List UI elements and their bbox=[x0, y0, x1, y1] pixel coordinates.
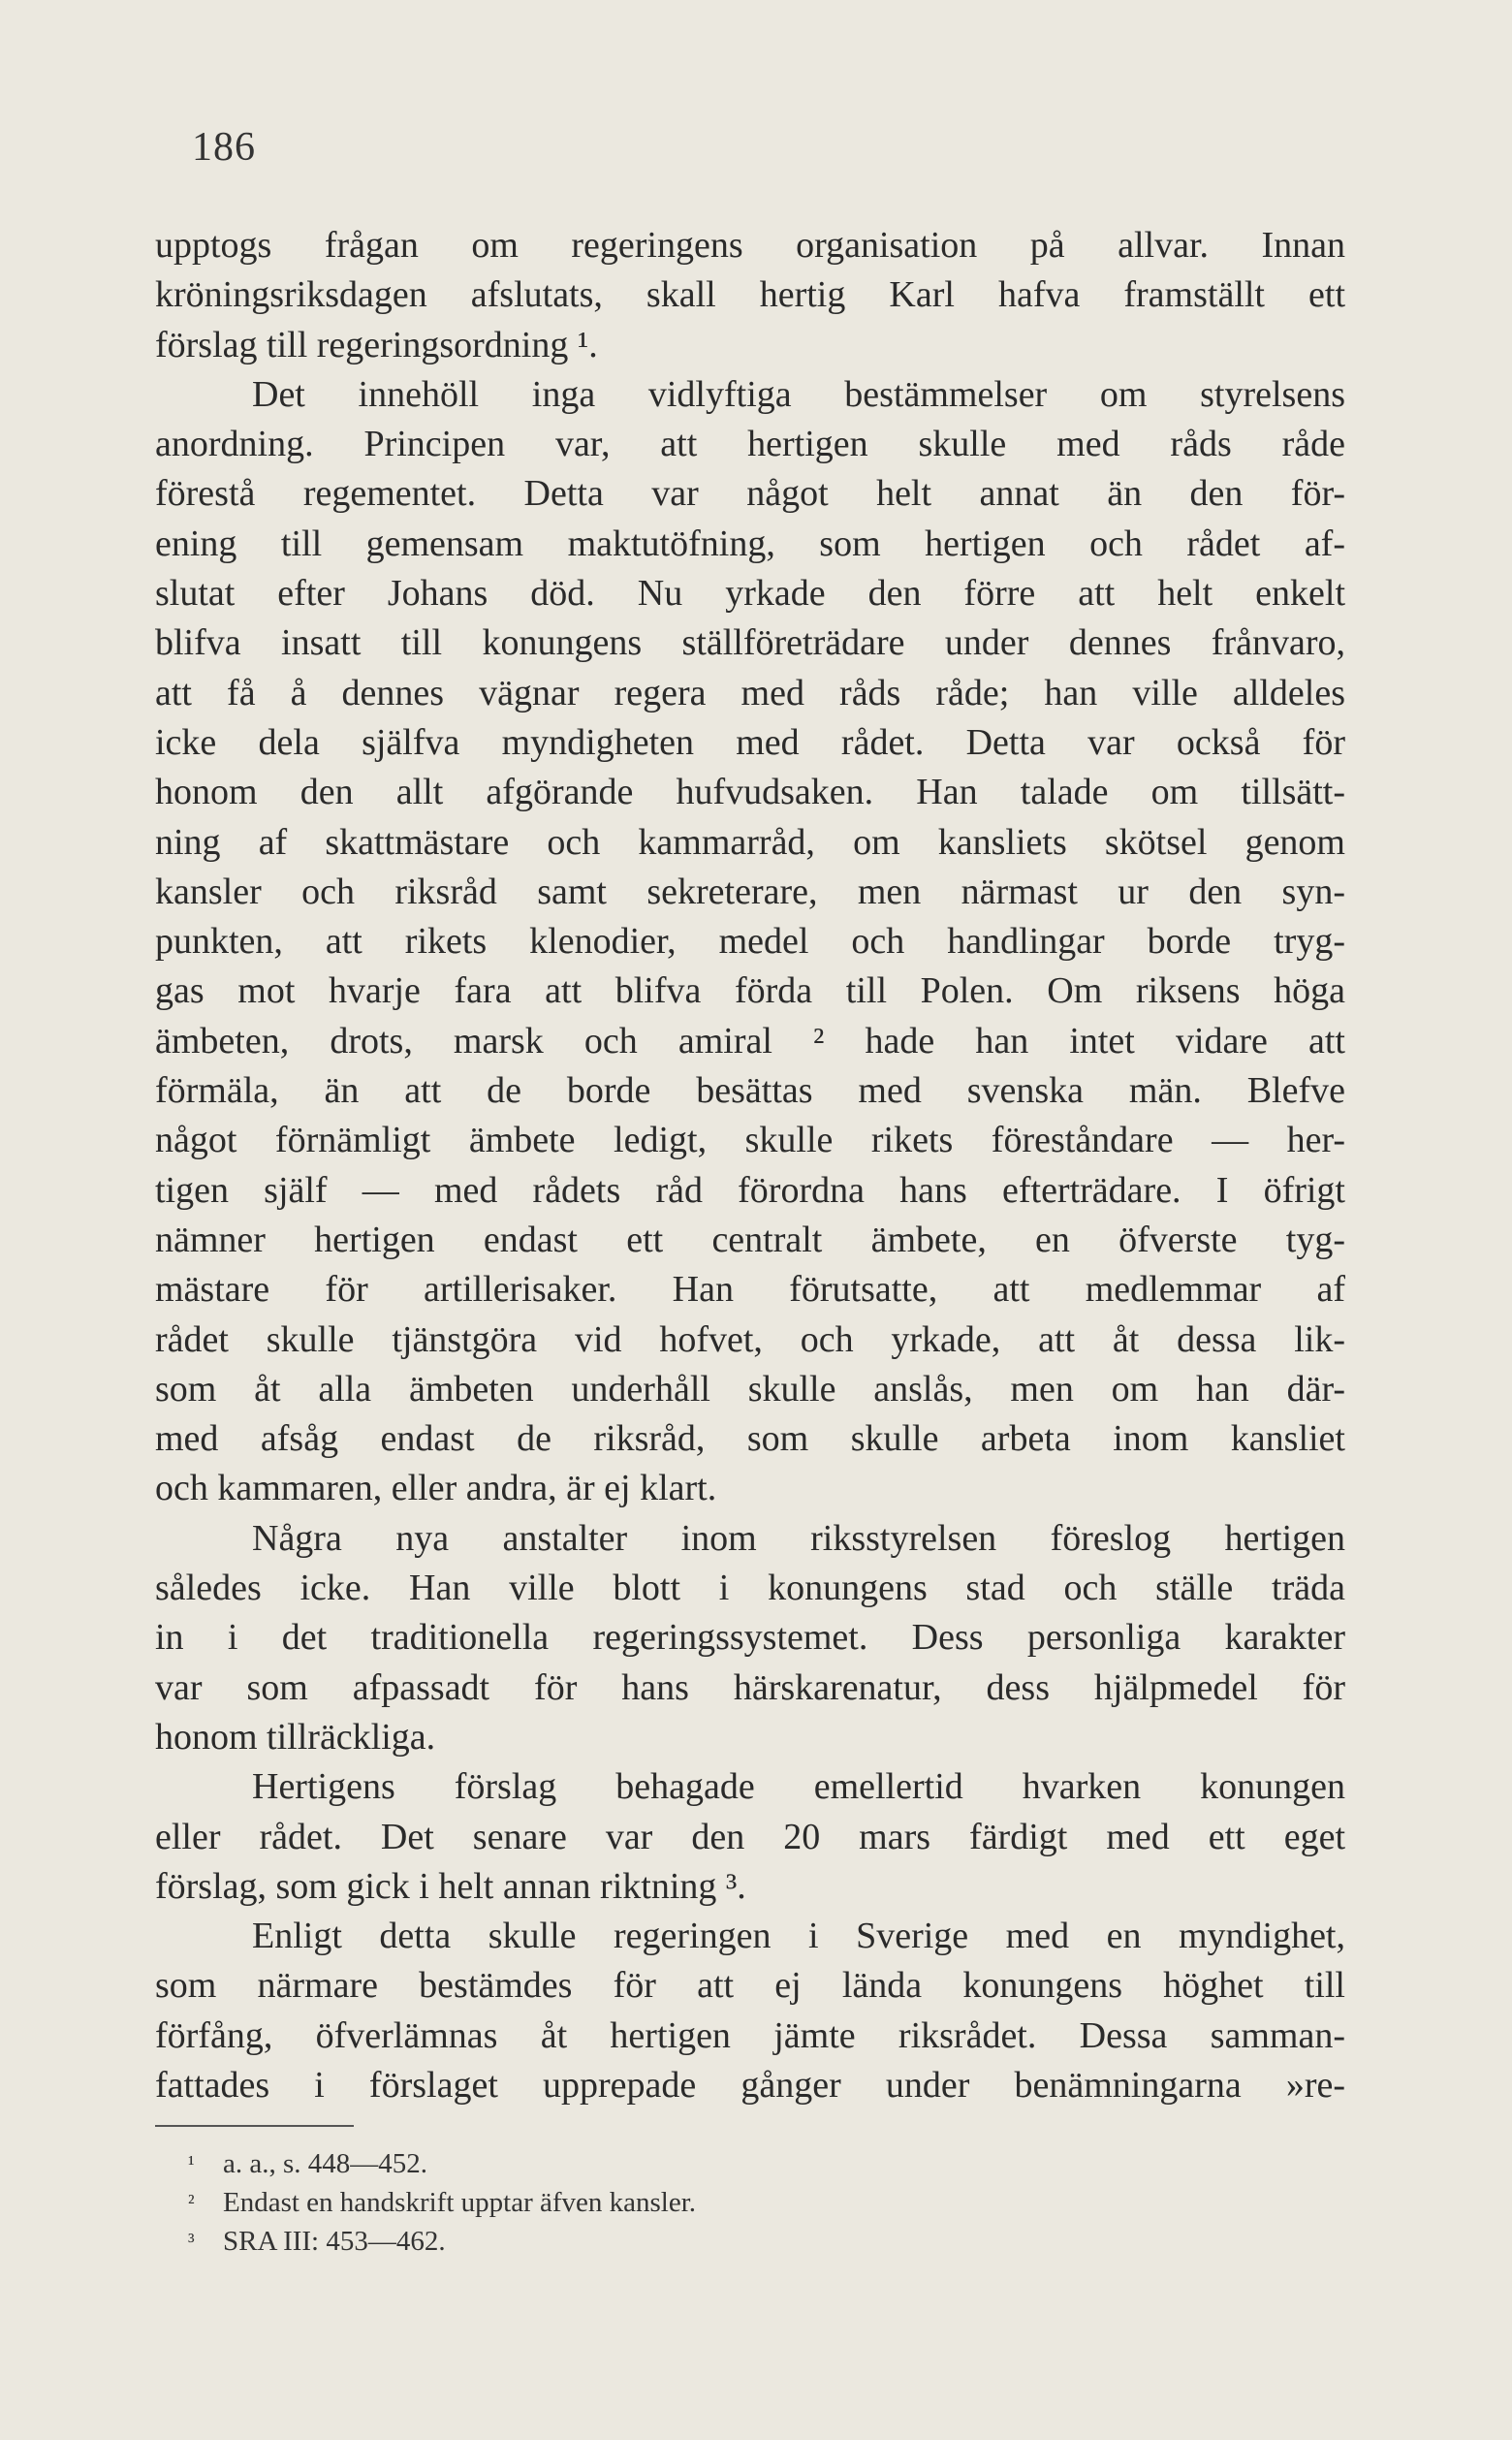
footnote-text: a. a., s. 448—452. bbox=[223, 2148, 428, 2179]
text-line: Några nya anstalter inom riksstyrelsen föreslog hertigen bbox=[252, 1517, 1345, 1559]
text-line: icke dela själfva myndigheten med rådet. Detta var också för bbox=[155, 721, 1345, 763]
text-line: var som afpassadt för hans härskarenatur, dess hjälpmedel för bbox=[155, 1666, 1345, 1708]
footnote bbox=[188, 2183, 1095, 2222]
footnote bbox=[188, 2144, 1095, 2183]
text-line: Det innehöll inga vidlyftiga bestämmelser om styrelsens bbox=[252, 373, 1345, 415]
footnote bbox=[188, 2222, 1095, 2261]
text-line: som åt alla ämbeten underhåll skulle anslås, men om han där- bbox=[155, 1368, 1345, 1410]
text-line: fattades i förslaget upprepade gånger under benämningarna »re- bbox=[155, 2064, 1345, 2106]
text-line: Hertigens förslag behagade emellertid hvarken konungen bbox=[252, 1766, 1345, 1808]
text-line: förslag, som gick i helt annan riktning ³. bbox=[155, 1865, 746, 1907]
text-line: rådet skulle tjänstgöra vid hofvet, och yrkade, att åt dessa lik- bbox=[155, 1318, 1345, 1360]
text-line: således icke. Han ville blott i konungens stad och ställe träda bbox=[155, 1568, 1345, 1609]
text-line: förestå regementet. Detta var något helt annat än den för- bbox=[155, 473, 1345, 515]
footnote-number: ¹ bbox=[188, 2151, 195, 2175]
text-line: förmäla, än att de borde besättas med svenska män. Blefve bbox=[155, 1070, 1345, 1112]
text-line: förfång, öfverlämnas åt hertigen jämte riksrådet. Dessa samman- bbox=[155, 2014, 1345, 2056]
text-line: Enligt detta skulle regeringen i Sverige med en myndighet, bbox=[252, 1916, 1345, 1957]
text-line: tigen själf — med rådets råd förordna hans efterträdare. I öfrigt bbox=[155, 1169, 1345, 1211]
text-line: förslag till regeringsordning ¹. bbox=[155, 324, 598, 365]
text-line: mästare för artillerisaker. Han förutsatte, att medlemmar af bbox=[155, 1269, 1345, 1311]
text-line: honom tillräckliga. bbox=[155, 1716, 436, 1758]
text-line: ening till gemensam maktutöfning, som hertigen och rådet af- bbox=[155, 523, 1345, 564]
text-line: ning af skattmästare och kammarråd, om kansliets skötsel genom bbox=[155, 821, 1345, 863]
text-line: att få å dennes vägnar regera med råds råde; han ville alldeles bbox=[155, 672, 1345, 713]
text-line: punkten, att rikets klenodier, medel och handlingar borde tryg- bbox=[155, 921, 1345, 963]
footnotes bbox=[188, 2144, 1095, 2261]
text-line: med afsåg endast de riksråd, som skulle arbeta inom kansliet bbox=[155, 1418, 1345, 1460]
footnote-divider bbox=[155, 2125, 354, 2127]
footnote-text: Endast en handskrift upptar äfven kansler. bbox=[223, 2187, 697, 2218]
text-line: anordning. Principen var, att hertigen skulle med råds råde bbox=[155, 424, 1345, 465]
page-number: 186 bbox=[192, 125, 256, 170]
text-line: gas mot hvarje fara att blifva förda till Polen. Om riksens höga bbox=[155, 970, 1345, 1012]
text-line: något förnämligt ämbete ledigt, skulle rikets föreståndare — her- bbox=[155, 1120, 1345, 1161]
text-line: och kammaren, eller andra, är ej klart. bbox=[155, 1468, 717, 1509]
footnote-text: SRA III: 453—462. bbox=[223, 2226, 446, 2257]
text-line: nämner hertigen endast ett centralt ämbete, en öfverste tyg- bbox=[155, 1219, 1345, 1260]
text-line: som närmare bestämdes för att ej lända konungens höghet till bbox=[155, 1965, 1345, 2007]
footnote-number: ² bbox=[188, 2190, 195, 2214]
text-line: ämbeten, drots, marsk och amiral ² hade han intet vidare att bbox=[155, 1020, 1345, 1062]
footnote-number: ³ bbox=[188, 2229, 195, 2253]
text-line: kröningsriksdagen afslutats, skall hertig Karl hafva framställt ett bbox=[155, 274, 1345, 316]
text-line: eller rådet. Det senare var den 20 mars färdigt med ett eget bbox=[155, 1816, 1345, 1857]
text-line: slutat efter Johans död. Nu yrkade den förre att helt enkelt bbox=[155, 573, 1345, 615]
text-line: honom den allt afgörande hufvudsaken. Han talade om tillsätt- bbox=[155, 772, 1345, 813]
body-text bbox=[155, 221, 1345, 2110]
text-line: upptogs frågan om regeringens organisation på allvar. Innan bbox=[155, 225, 1345, 266]
text-line: kansler och riksråd samt sekreterare, men närmast ur den syn- bbox=[155, 871, 1345, 912]
text-line: blifva insatt till konungens ställföreträdare under dennes frånvaro, bbox=[155, 622, 1345, 664]
text-line: in i det traditionella regeringssystemet. Dess personliga karakter bbox=[155, 1617, 1345, 1659]
